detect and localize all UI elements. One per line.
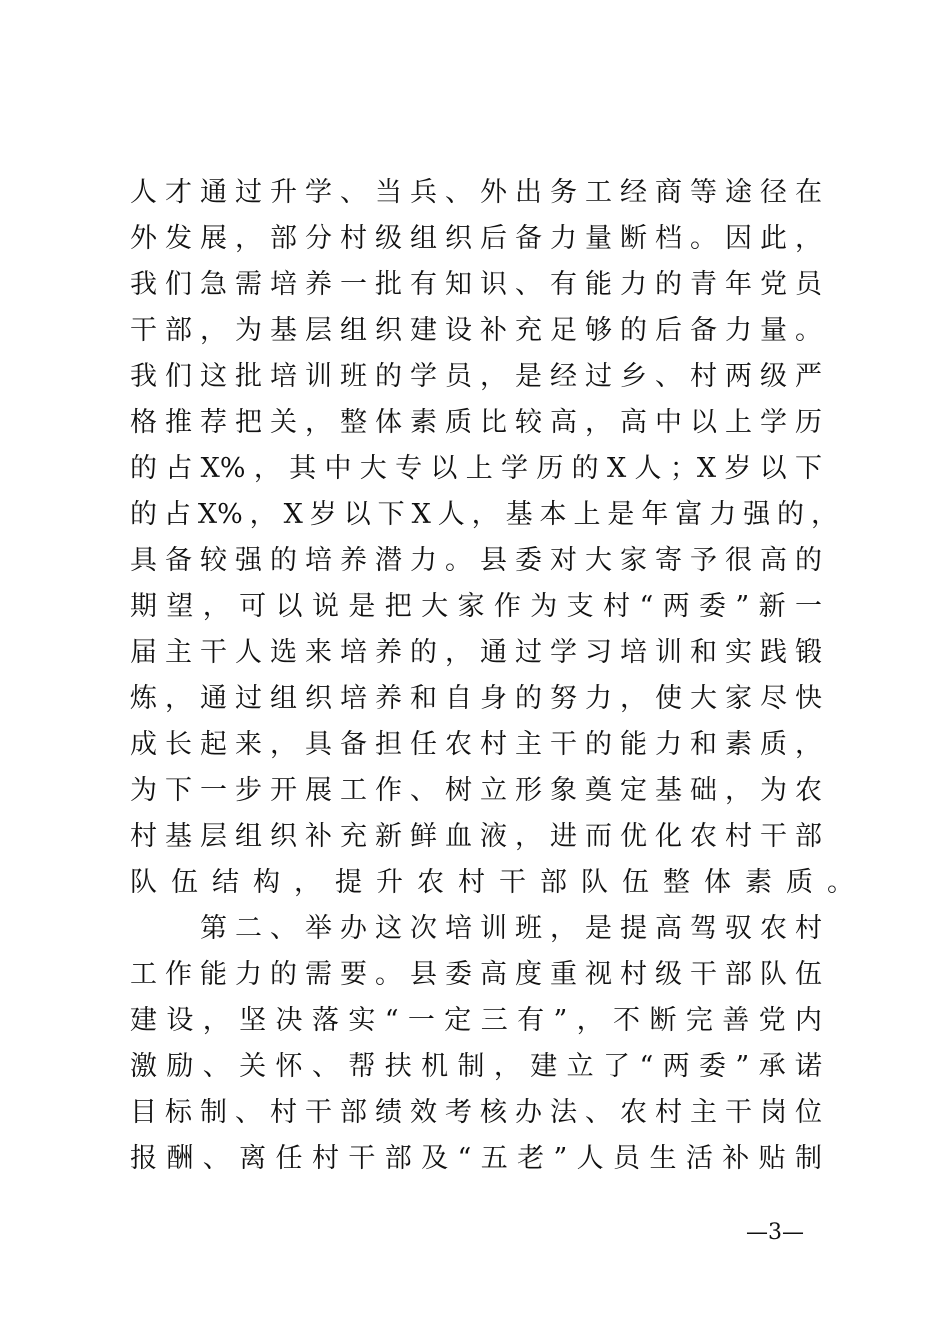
- paragraph-start-line: 第二、举办这次培训班，是提高驾驭农村: [200, 913, 822, 944]
- text-line: 具备较强的培养潜力。县委对大家寄予很高的: [130, 545, 822, 576]
- text-line: 外发展，部分村级组织后备力量断档。因此，: [130, 223, 822, 254]
- text-line: 炼，通过组织培养和自身的努力，使大家尽快: [130, 683, 822, 714]
- text-line: 我们急需培养一批有知识、有能力的青年党员: [130, 269, 822, 300]
- text-line: 村基层组织补充新鲜血液，进而优化农村干部: [130, 821, 822, 852]
- text-line: 格推荐把关，整体素质比较高，高中以上学历: [130, 407, 822, 438]
- text-line: 的占X%，X岁以下X人，基本上是年富力强的，: [130, 499, 838, 530]
- text-line: 期望，可以说是把大家作为支村“两委”新一: [130, 591, 822, 622]
- text-line: 的占X%，其中大专以上学历的X人；X岁以下: [130, 453, 822, 484]
- text-line: 人才通过升学、当兵、外出务工经商等途径在: [130, 177, 822, 208]
- text-line: 工作能力的需要。县委高度重视村级干部队伍: [130, 959, 822, 990]
- text-line: 建设，坚决落实“一定三有”，不断完善党内: [130, 1005, 822, 1036]
- page-number: —3—: [746, 1220, 804, 1245]
- text-line: 为下一步开展工作、树立形象奠定基础，为农: [130, 775, 822, 806]
- text-line: 报酬、离任村干部及“五老”人员生活补贴制: [130, 1143, 822, 1174]
- text-line: 我们这批培训班的学员，是经过乡、村两级严: [130, 361, 822, 392]
- text-line: 届主干人选来培养的，通过学习培训和实践锻: [130, 637, 822, 668]
- text-line: 成长起来，具备担任农村主干的能力和素质，: [130, 729, 822, 760]
- text-line: 队伍结构，提升农村干部队伍整体素质。: [130, 867, 868, 898]
- text-line: 干部，为基层组织建设补充足够的后备力量。: [130, 315, 822, 346]
- text-line: 目标制、村干部绩效考核办法、农村主干岗位: [130, 1097, 822, 1128]
- text-line: 激励、关怀、帮扶机制，建立了“两委”承诺: [130, 1051, 822, 1082]
